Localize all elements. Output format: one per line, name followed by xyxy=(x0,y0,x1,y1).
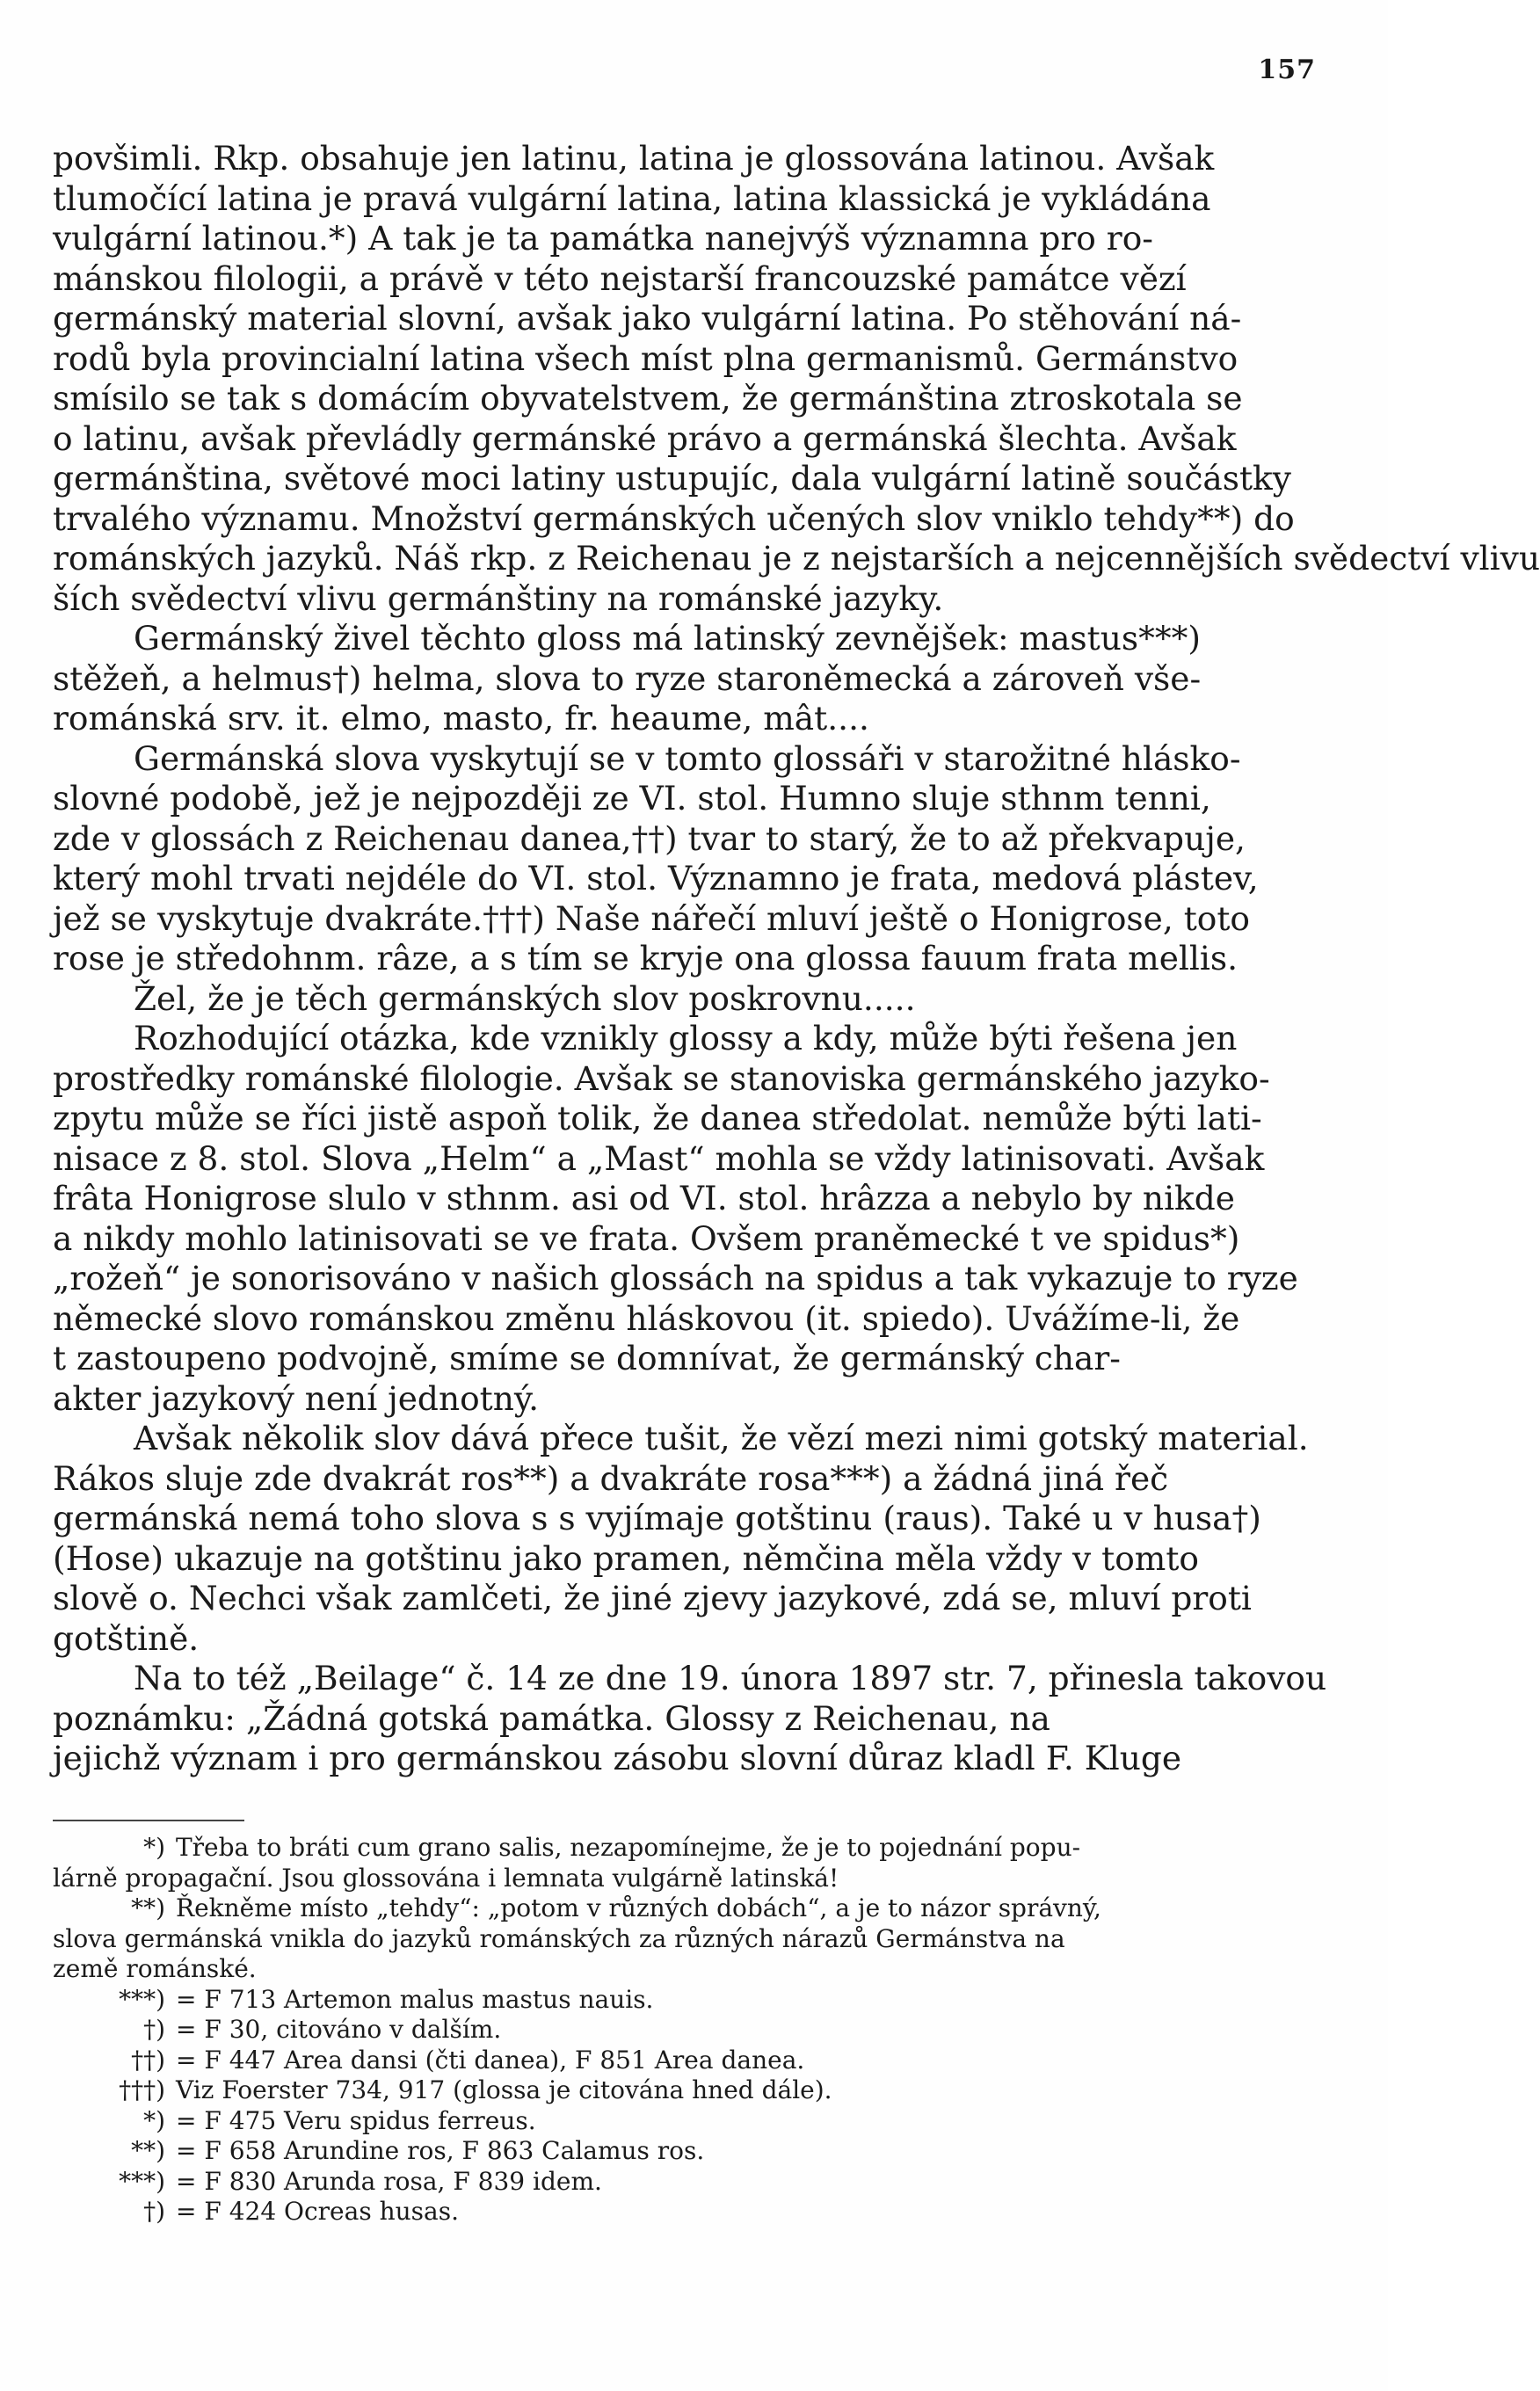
footnote-marker: ††) xyxy=(131,2045,165,2075)
text-line: trvalého významu. Množství germánských učených slov vniklo tehdy**) do xyxy=(53,498,1295,538)
footnote-text: země románské. xyxy=(53,1954,257,1983)
text-line: a nikdy mohlo latinisovati se ve frata. Ovšem praněmecké t ve spidus*) xyxy=(53,1218,1240,1258)
footnote-line xyxy=(53,1985,1324,2016)
text-line: „rožeň“ je sonorisováno v našich glossách na spidus a tak vykazuje to ryze xyxy=(53,1259,1298,1297)
footnote-line xyxy=(53,1924,1324,1955)
footnote-text: = F 30, citováno v dalším. xyxy=(176,2015,502,2044)
footnote-line xyxy=(53,2046,1324,2076)
text-line: (Hose) ukazuje na gotštinu jako pramen, němčina měla vždy v tomto xyxy=(53,1538,1199,1578)
text-line: zpytu může se říci jistě aspoň tolik, že danea středolat. nemůže býti lati- xyxy=(53,1099,1262,1137)
footnote-marker: †) xyxy=(143,2197,165,2226)
text-line: Germánský živel těchto gloss má latinský zevnějšek: mastus***) xyxy=(134,619,1202,658)
text-line: románská srv. it. elmo, masto, fr. heaume, mât.... xyxy=(53,699,869,738)
footnote-marker: †††) xyxy=(119,2075,165,2104)
text-line: jejichž význam i pro germánskou zásobu slovní důraz kladl F. Kluge xyxy=(53,1739,1182,1777)
footnote-text: Viz Foerster 734, 917 (glossa je citována hned dále). xyxy=(176,2075,832,2104)
text-line: nisace z 8. stol. Slova „Helm“ a „Mast“ mohla se vždy latinisovati. Avšak xyxy=(53,1138,1265,1178)
text-line: t zastoupeno podvojně, smíme se domnívat, že germánský char- xyxy=(53,1339,1121,1377)
text-line: tlumočící latina je pravá vulgární latina, latina klassická je vykládána xyxy=(53,178,1211,218)
footnote-text: = F 830 Arunda rosa, F 839 idem. xyxy=(176,2166,602,2196)
text-line: poznámku: „Žádná gotská památka. Glossy z Reichenau, na xyxy=(53,1698,1050,1738)
footnote-marker: ***) xyxy=(119,1984,165,2014)
footnote-line xyxy=(53,1864,1324,1894)
text-line: povšimli. Rkp. obsahuje jen latinu, latina je glossována latinou. Avšak xyxy=(53,139,1215,178)
text-line: rodů byla provincialní latina všech míst plna germanismů. Germánstvo xyxy=(53,338,1239,378)
footnote-line xyxy=(53,2075,1324,2106)
text-line: Rákos sluje zde dvakrát ros**) a dvakráte rosa***) a žádná jiná řeč xyxy=(53,1458,1169,1498)
footnote-marker: ***) xyxy=(119,2166,165,2196)
text-line: o latinu, avšak převládly germánské právo a germánská šlechta. Avšak xyxy=(53,418,1237,458)
text-line: smísilo se tak s domácím obyvatelstvem, že germánština ztroskotala se xyxy=(53,379,1243,418)
footnote-text: Třeba to bráti cum grano salis, nezapomínejme, že je to pojednání popu- xyxy=(176,1833,1081,1862)
text-line: germánský material slovní, avšak jako vulgární latina. Po stěhování ná- xyxy=(53,299,1242,338)
text-line: mánskou filologii, a právě v této nejstarší francouzské památce vězí xyxy=(53,258,1187,298)
text-line: Rozhodující otázka, kde vznikly glossy a kdy, může býti řešena jen xyxy=(134,1019,1238,1057)
text-line: románských jazyků. Náš rkp. z Reichenau je z nejstarších a nejcennějších svědectví vlivu xyxy=(53,539,1540,578)
footnotes xyxy=(53,1833,1324,2227)
footnote-line xyxy=(53,2136,1324,2167)
footnote-line xyxy=(53,1893,1324,1924)
footnote-text: slova germánská vnikla do jazyků románských za různých nárazů Germánstva na xyxy=(53,1923,1065,1953)
footnote-text: = F 447 Area dansi (čti danea), F 851 Area danea. xyxy=(176,2045,805,2075)
text-line: rose je středohnm. râze, a s tím se kryje ona glossa fauum frata mellis. xyxy=(53,939,1239,977)
page-number: 157 xyxy=(1258,55,1316,85)
footnote-line xyxy=(53,2015,1324,2046)
body-text xyxy=(53,139,1540,1779)
footnote-line xyxy=(53,1954,1324,1985)
footnote-marker: †) xyxy=(143,2015,165,2044)
footnote-text: = F 475 Veru spidus ferreus. xyxy=(176,2105,536,2135)
footnote-text: = F 658 Arundine ros, F 863 Calamus ros. xyxy=(176,2136,705,2165)
text-line: vulgární latinou.*) A tak je ta památka nanejvýš významna pro ro- xyxy=(53,219,1153,258)
footnote-text: lárně propagační. Jsou glossována i lemnata vulgárně latinská! xyxy=(53,1863,839,1893)
footnote-marker: *) xyxy=(143,2105,165,2135)
text-line: akter jazykový není jednotný. xyxy=(53,1378,540,1418)
text-line: zde v glossách z Reichenau danea,††) tvar to starý, že to až překvapuje, xyxy=(53,818,1246,858)
footnote-line xyxy=(53,2197,1324,2227)
text-line: Germánská slova vyskytují se v tomto glossáři v starožitné hlásko- xyxy=(134,738,1241,778)
text-line: gotštině. xyxy=(53,1618,200,1658)
text-line: germánská nemá toho slova s s vyjímaje gotštinu (raus). Také u v husa†) xyxy=(53,1499,1261,1537)
text-line: prostředky románské filologie. Avšak se stanoviska germánského jazyko- xyxy=(53,1058,1270,1098)
footnote-line xyxy=(53,1833,1324,1864)
text-line: slovné podobě, jež je nejpozději ze VI. stol. Humno sluje sthnm tenni, xyxy=(53,779,1211,818)
text-line: stěžeň, a helmus†) helma, slova to ryze staroněmecká a zároveň vše- xyxy=(53,658,1202,698)
text-line: germánština, světové moci latiny ustupujíc, dala vulgární latině součástky xyxy=(53,459,1291,498)
text-line: jež se vyskytuje dvakráte.†††) Naše nářečí mluví ještě o Honigrose, toto xyxy=(53,898,1250,938)
footnote-marker: *) xyxy=(143,1833,165,1862)
footnote-marker: **) xyxy=(131,1893,165,1922)
footnote-text: = F 713 Artemon malus mastus nauis. xyxy=(176,1984,654,2014)
text-line: Na to též „Beilage“ č. 14 ze dne 19. února 1897 str. 7, přinesla takovou xyxy=(134,1659,1327,1697)
footnote-divider xyxy=(53,1820,244,1821)
text-line: německé slovo románskou změnu hláskovou (it. spiedo). Uvážíme-li, že xyxy=(53,1298,1240,1338)
footnote-line xyxy=(53,2167,1324,2198)
footnote-text: Řekněme místo „tehdy“: „potom v různých dobách“, a je to názor správný, xyxy=(176,1893,1101,1922)
text-line: frâta Honigrose slulo v sthnm. asi od VI. stol. hrâzza a nebylo by nikde xyxy=(53,1179,1235,1217)
text-line: slově o. Nechci však zamlčeti, že jiné zjevy jazykové, zdá se, mluví proti xyxy=(53,1579,1252,1617)
text-line: který mohl trvati nejdéle do VI. stol. Významno je frata, medová plástev, xyxy=(53,859,1259,898)
text-line: Žel, že je těch germánských slov poskrovnu..... xyxy=(134,978,916,1018)
footnote-text: = F 424 Ocreas husas. xyxy=(176,2197,459,2226)
footnote-line xyxy=(53,2106,1324,2137)
footnote-marker: **) xyxy=(131,2136,165,2165)
text-line: Avšak několik slov dává přece tušit, že vězí mezi nimi gotský material. xyxy=(134,1419,1309,1457)
text-line: ších svědectví vlivu germánštiny na románské jazyky. xyxy=(53,578,944,618)
